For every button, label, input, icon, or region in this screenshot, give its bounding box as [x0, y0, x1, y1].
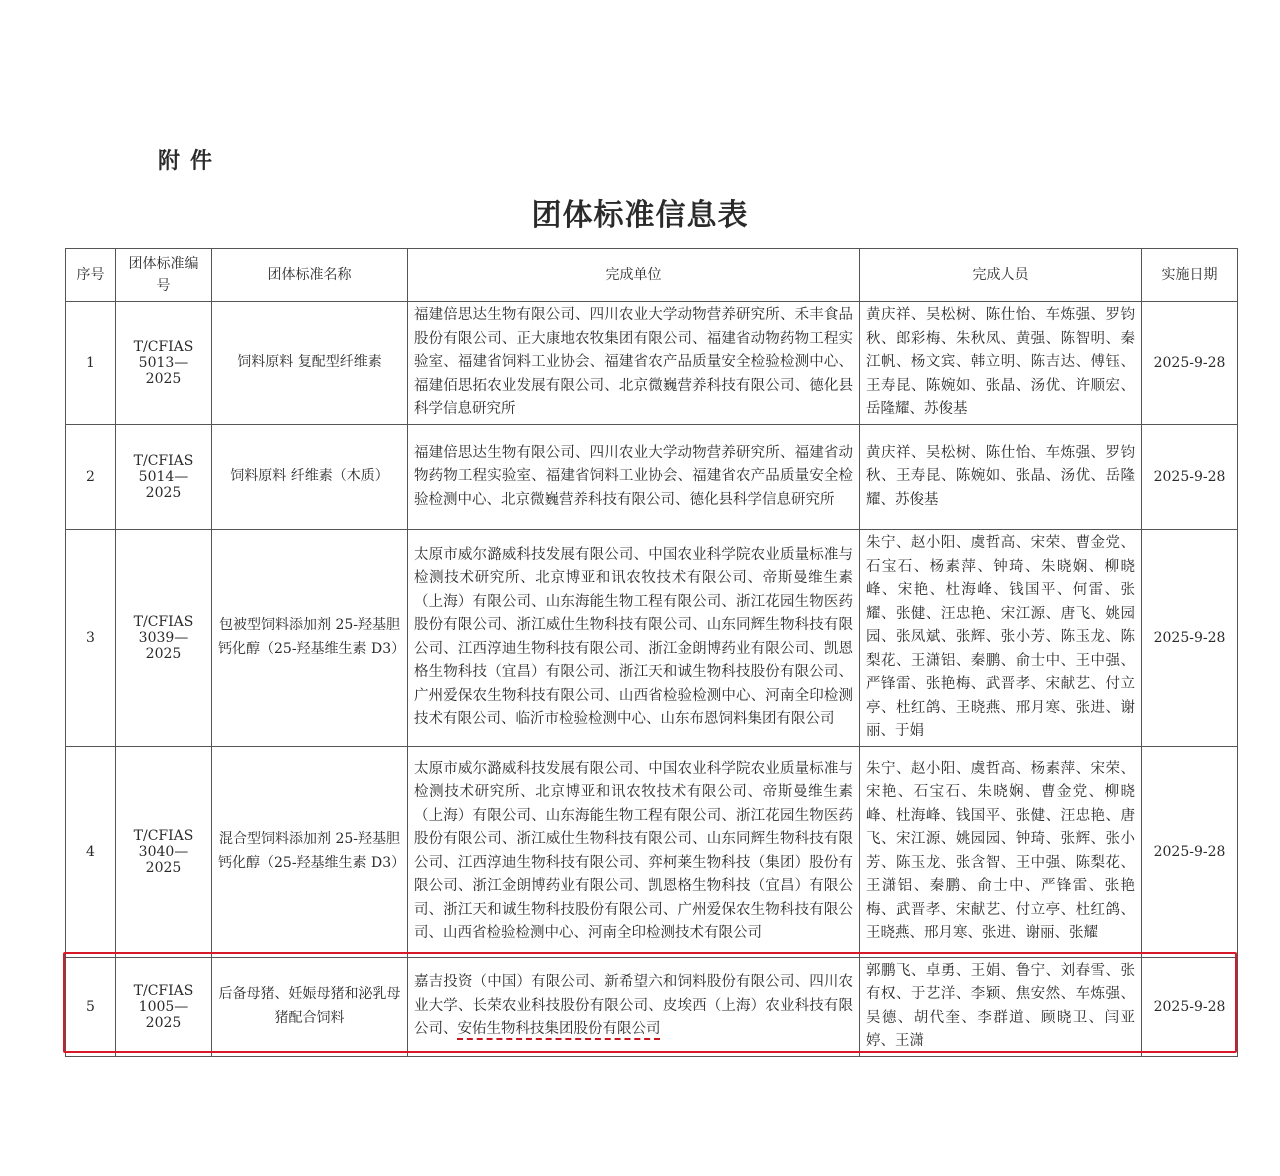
- cell-units: 太原市威尔潞威科技发展有限公司、中国农业科学院农业质量标准与检测技术研究所、北京博亚和讯农牧技术有限公司、帝斯曼维生素（上海）有限公司、山东海能生物工程有限公司、浙江花园生物医药股份有限公司、浙江威仕生物科技有限公司、山东同辉生物科技有限公司、江西淳迪生物科技有限公司、浙江金朗博药业有限公司、凯恩格生物科技（宜昌）有限公司、浙江天和诚生物科技股份有限公司、广州爱保农生物科技有限公司、山西省检验检测中心、河南全印检测技术有限公司、临沂市检验检测中心、山东布恩饲料集团有限公司: [408, 530, 860, 747]
- cell-units: 福建倍思达生物有限公司、四川农业大学动物营养研究所、禾丰食品股份有限公司、正大康地农牧集团有限公司、福建省动物药物工程实验室、福建省饲料工业协会、福建省农产品质量安全检验检测中心、福建佰思拓农业发展有限公司、北京微巍营养科技有限公司、德化县科学信息研究所: [408, 302, 860, 425]
- cell-people: 朱宁、赵小阳、虞哲高、杨素萍、宋荣、宋艳、石宝石、朱晓娴、曹金党、柳晓峰、杜海峰、钱国平、张健、汪忠艳、唐飞、宋江源、姚园园、钟琦、张辉、张小芳、陈玉龙、张含智、王中强、陈梨花、王潇铝、秦鹏、俞士中、严锋雷、张艳梅、武晋孝、宋献艺、付立亭、杜红鸽、王晓燕、邢月寒、张进、谢丽、张耀: [860, 746, 1142, 957]
- cell-code: T/CFIAS 3040—2025: [116, 746, 212, 957]
- document-title: 团体标准信息表: [531, 198, 749, 233]
- column-header-name: 团体标准名称: [212, 249, 408, 302]
- cell-name: 饲料原料 复配型纤维素: [212, 302, 408, 425]
- cell-people: 郭鹏飞、卓勇、王娟、鲁宁、刘春雪、张有权、于艺洋、李颖、焦安然、车炼强、吴德、胡代奎、李群道、顾晓卫、闫亚婷、王潇: [860, 957, 1142, 1056]
- column-header-people: 完成人员: [860, 249, 1142, 302]
- cell-no: 2: [66, 425, 116, 530]
- cell-no: 5: [66, 957, 116, 1056]
- cell-units: 太原市威尔潞威科技发展有限公司、中国农业科学院农业质量标准与检测技术研究所、北京博亚和讯农牧技术有限公司、帝斯曼维生素（上海）有限公司、山东海能生物工程有限公司、浙江花园生物医药股份有限公司、浙江威仕生物科技有限公司、山东同辉生物科技有限公司、江西淳迪生物科技有限公司、弈柯莱生物科技（集团）股份有限公司、浙江金朗博药业有限公司、凯恩格生物科技（宜昌）有限公司、浙江天和诚生物科技股份有限公司、广州爱保农生物科技有限公司、山西省检验检测中心、河南全印检测技术有限公司: [408, 746, 860, 957]
- column-header-units: 完成单位: [408, 249, 860, 302]
- table-row-highlighted: [66, 957, 1238, 1056]
- column-header-no: 序号: [66, 249, 116, 302]
- cell-code: T/CFIAS 1005—2025: [116, 957, 212, 1056]
- cell-people: 黄庆祥、吴松树、陈仕怡、车炼强、罗钧秋、王寿昆、陈婉如、张晶、汤优、岳隆耀、苏俊基: [860, 425, 1142, 530]
- table-row: [66, 746, 1238, 957]
- cell-date: 2025-9-28: [1142, 425, 1238, 530]
- cell-date: 2025-9-28: [1142, 530, 1238, 747]
- cell-code: T/CFIAS 3039—2025: [116, 530, 212, 747]
- cell-date: 2025-9-28: [1142, 957, 1238, 1056]
- units-text: 嘉吉投资（中国）有限公司、新希望六和饲料股份有限公司、四川农业大学、长荣农业科技股份有限公司、皮埃西（上海）农业科技有限公司、: [414, 974, 853, 1038]
- cell-date: 2025-9-28: [1142, 746, 1238, 957]
- cell-no: 3: [66, 530, 116, 747]
- cell-people: 朱宁、赵小阳、虞哲高、宋荣、曹金党、石宝石、杨素萍、钟琦、朱晓娴、柳晓峰、宋艳、杜海峰、钱国平、何雷、张耀、张健、汪忠艳、宋江源、唐飞、姚园园、张凤斌、张辉、张小芳、陈玉龙、陈梨花、王潇铝、秦鹏、俞士中、王中强、严锋雷、张艳梅、武晋孝、宋献艺、付立亭、杜红鸽、王晓燕、邢月寒、张进、谢丽、于娟: [860, 530, 1142, 747]
- cell-name: 包被型饲料添加剂 25-羟基胆钙化醇（25-羟基维生素 D3）: [212, 530, 408, 747]
- standards-table: [65, 248, 1238, 1057]
- column-header-code: 团体标准编号: [116, 249, 212, 302]
- column-header-date: 实施日期: [1142, 249, 1238, 302]
- cell-units: [408, 957, 860, 1056]
- cell-name: 后备母猪、妊娠母猪和泌乳母猪配合饲料: [212, 957, 408, 1056]
- table-row: [66, 530, 1238, 747]
- attachment-label: 附件: [158, 149, 223, 174]
- table-header-row: [66, 249, 1238, 302]
- cell-no: 1: [66, 302, 116, 425]
- cell-name: 混合型饲料添加剂 25-羟基胆钙化醇（25-羟基维生素 D3）: [212, 746, 408, 957]
- cell-code: T/CFIAS 5013—2025: [116, 302, 212, 425]
- cell-units: 福建倍思达生物有限公司、四川农业大学动物营养研究所、福建省动物药物工程实验室、福建省饲料工业协会、福建省农产品质量安全检验检测中心、北京微巍营养科技有限公司、德化县科学信息研究所: [408, 425, 860, 530]
- cell-name: 饲料原料 纤维素（木质）: [212, 425, 408, 530]
- cell-people: 黄庆祥、吴松树、陈仕怡、车炼强、罗钧秋、郎彩梅、朱秋凤、黄强、陈智明、秦江帆、杨文宾、韩立明、陈吉达、傅钰、王寿昆、陈婉如、张晶、汤优、许顺宏、岳隆耀、苏俊基: [860, 302, 1142, 425]
- table-row: [66, 302, 1238, 425]
- cell-no: 4: [66, 746, 116, 957]
- cell-date: 2025-9-28: [1142, 302, 1238, 425]
- table-row: [66, 425, 1238, 530]
- highlighted-unit: 安佑生物科技集团股份有限公司: [457, 1021, 661, 1038]
- cell-code: T/CFIAS 5014—2025: [116, 425, 212, 530]
